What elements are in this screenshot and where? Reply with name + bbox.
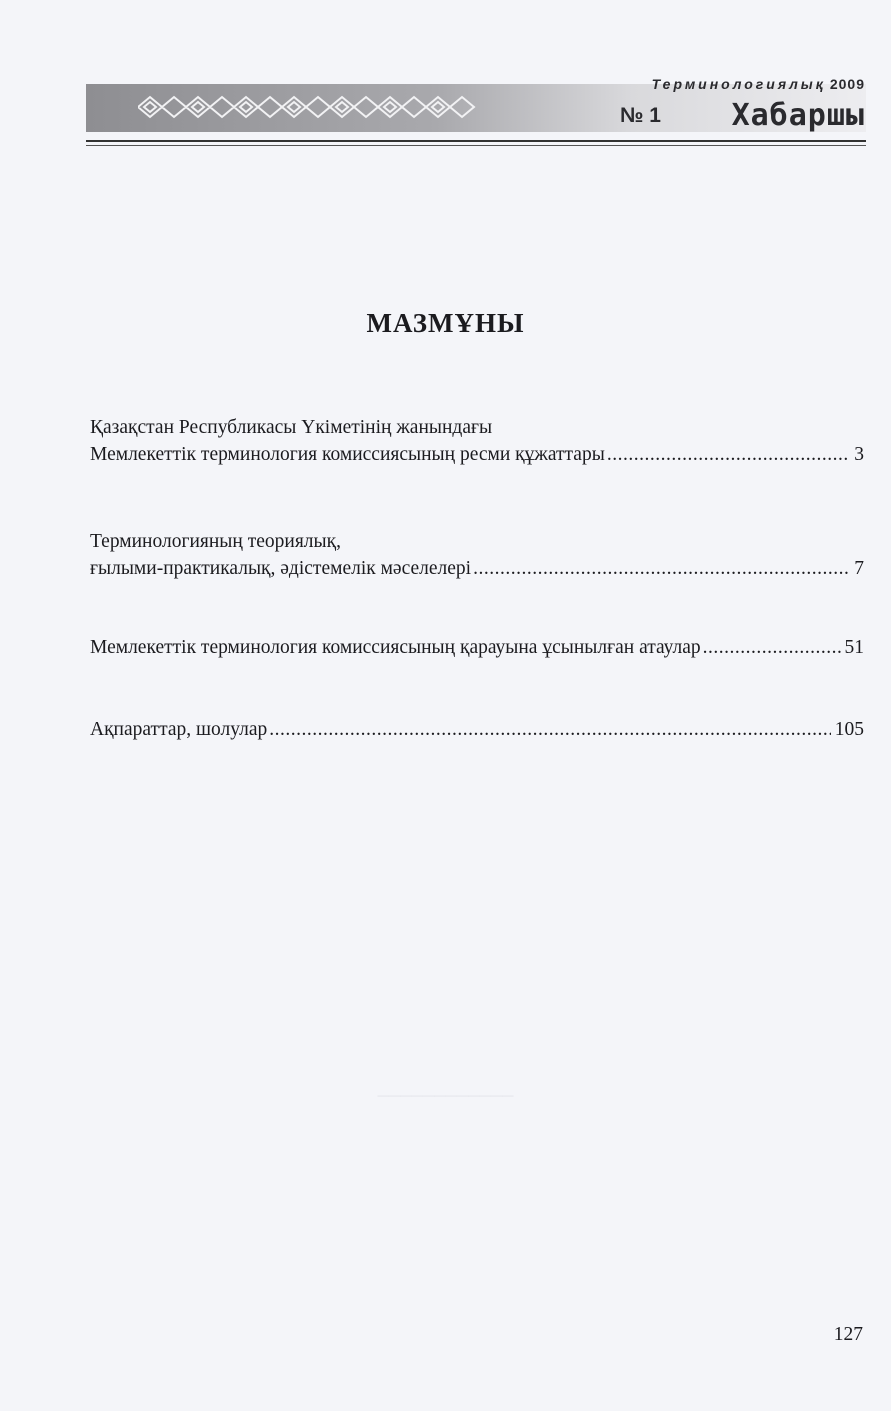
toc-leader [269, 716, 830, 743]
toc-page-number: 3 [854, 444, 864, 465]
bleed-through-rule: ──────────── [377, 1088, 514, 1105]
toc-leader [703, 634, 841, 661]
toc-page-number: 105 [834, 719, 864, 740]
toc-page-number: 7 [854, 558, 864, 579]
toc-entry-last-line [90, 555, 864, 582]
header-rule-thin [86, 145, 866, 146]
toc-entry-last-line [90, 716, 864, 743]
ornament-icon [138, 92, 488, 122]
journal-line: Терминологиялық [651, 76, 826, 92]
toc-leader [607, 441, 850, 468]
header-rule [86, 140, 866, 142]
toc-entry [90, 634, 864, 661]
toc-entry-line: Қазақстан Республикасы Үкіметінің жанындағы [90, 417, 493, 438]
toc-entry-title: Ақпараттар, шолулар [90, 719, 268, 740]
toc-entry [90, 528, 864, 582]
toc-entry-title: ғылыми-практикалық, әдістемелік мәселелері [90, 558, 472, 579]
issue-number: № 1 [620, 104, 661, 127]
page-title: МАЗМҰНЫ [366, 308, 525, 338]
page-number: 127 [833, 1324, 863, 1345]
toc-entry-title: Мемлекеттік терминология комиссиясының ресми құжаттары [90, 444, 605, 465]
toc-page-number: 51 [844, 637, 864, 658]
journal-name: Хабаршы [731, 98, 865, 133]
toc-entry-title: Мемлекеттік терминология комиссиясының қарауына ұсынылған атаулар [90, 637, 701, 658]
toc-leader [473, 555, 850, 582]
toc-entry-last-line [90, 634, 864, 661]
toc-entry-line: Терминологияның теориялық, [90, 531, 341, 552]
toc-entry [90, 716, 864, 743]
journal-year: 2009 [829, 76, 865, 92]
toc-entry-last-line [90, 441, 864, 468]
journal-header-line [652, 76, 865, 92]
toc-entry [90, 414, 864, 468]
